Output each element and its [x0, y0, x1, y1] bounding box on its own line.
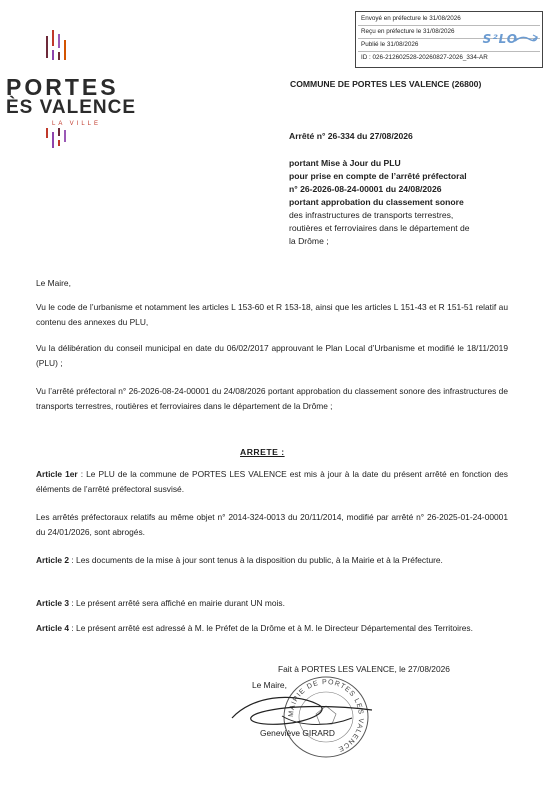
article-4-text: : Le présent arrêté est adressé à M. le Préfet de la Drôme et à M. le Directeur Départemental des Territoires. — [69, 623, 473, 633]
signature-role: Le Maire, — [252, 680, 287, 690]
subject-line-5: des infrastructures de transports terrestres, — [289, 210, 454, 220]
article-3 — [36, 596, 508, 611]
seal-text: MAIRIE DE PORTES LES VALENCE — [287, 678, 365, 753]
arrete-number: Arrêté n° 26-334 du 27/08/2026 — [289, 131, 413, 141]
subject-line-2: pour prise en compte de l’arrêté préfectoral — [289, 171, 467, 181]
article-4-label: Article 4 — [36, 623, 70, 633]
le-maire: Le Maire, — [36, 278, 71, 288]
vu-deliberation: Vu la délibération du conseil municipal en date du 06/02/2017 approuvant le Plan Local d’Urbanisme et modifié le 18/11/2019 (PLU) ; — [36, 343, 508, 368]
stamp-received: Reçu en préfecture le 31/08/2026 — [361, 28, 455, 35]
article-3-text: : Le présent arrêté sera affiché en mairie durant UN mois. — [69, 598, 285, 608]
s2lo-logo: S²LO — [482, 32, 518, 46]
swoosh-icon — [514, 34, 538, 44]
prefecture-stamp — [355, 11, 543, 68]
logo-valence: ÈS VALENCE — [6, 97, 137, 118]
article-1 — [36, 467, 508, 496]
vu-arrete-prefectoral: Vu l’arrêté préfectoral n° 26-2026-08-24-00001 du 24/08/2026 portant approbation du classement sonore des infrastructures de transports terrestres, routières et ferroviaires dans le département de la Drôme ; — [36, 386, 508, 411]
arrete-heading: ARRETE : — [240, 447, 285, 457]
article-3-label: Article 3 — [36, 598, 70, 608]
logo-portes: PORTES — [6, 74, 119, 100]
article-4 — [36, 621, 508, 636]
subject-line-6: routières et ferroviaires dans le département de — [289, 223, 470, 233]
article-1-text: : Le PLU de la commune de PORTES LES VALENCE est mis à jour à la date du présent arrêté en fonction des éléments de l’arrêté préfectoral susvisé. — [36, 469, 508, 494]
subject-line-3: n° 26-2026-08-24-00001 du 24/08/2026 — [289, 184, 442, 194]
logo-la-ville: LA VILLE — [52, 121, 102, 127]
article-2 — [36, 553, 508, 568]
signature-place-date: Fait à PORTES LES VALENCE, le 27/08/2026 — [278, 664, 450, 674]
stamp-published: Publié le 31/08/2026 — [361, 41, 419, 48]
article-1-abrogation: Les arrêtés préfectoraux relatifs au même objet n° 2014-324-0013 du 20/11/2014, modifié par arrêté n° 26-2025-01-24-00001 du 24/01/2026, sont abrogés. — [36, 512, 508, 537]
signature-name: Geneviève GIRARD — [260, 728, 335, 738]
commune-title: COMMUNE DE PORTES LES VALENCE (26800) — [290, 79, 482, 89]
stamp-id: ID : 026-212602528-20260827-2026_334-AR — [361, 54, 488, 61]
stamp-sent: Envoyé en préfecture le 31/08/2026 — [361, 15, 461, 22]
vu-code-urbanisme: Vu le code de l’urbanisme et notamment les articles L 153-60 et R 153-18, ainsi que les articles L 151-43 et R 151-51 relatif au contenu des annexes du PLU, — [36, 302, 508, 327]
subject-line-1: portant Mise à Jour du PLU — [289, 158, 401, 168]
subject-line-4: portant approbation du classement sonore — [289, 197, 464, 207]
article-2-label: Article 2 — [36, 555, 70, 565]
subject-line-7: la Drôme ; — [289, 236, 329, 246]
article-2-text: : Les documents de la mise à jour sont tenus à la disposition du public, à la Mairie et à la Préfecture. — [69, 555, 443, 565]
town-logo-bars-bottom — [44, 128, 84, 158]
article-1-label: Article 1er — [36, 469, 78, 479]
